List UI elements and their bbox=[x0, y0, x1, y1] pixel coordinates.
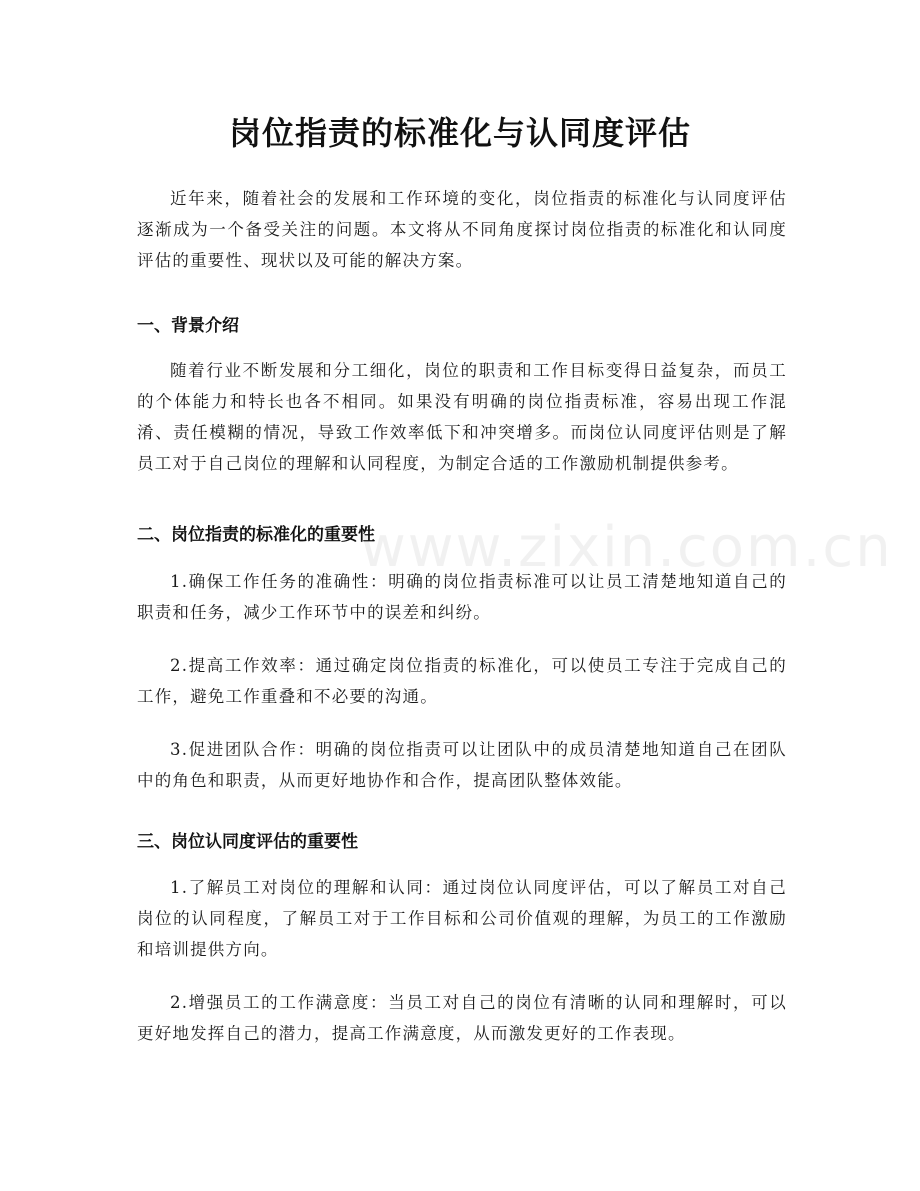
watermark-text: www.zixin.com.cn bbox=[360, 515, 893, 580]
background-paragraph: 随着行业不断发展和分工细化，岗位的职责和工作目标变得日益复杂，而员工的个体能力和特长也各不相同。如果没有明确的岗位指责标准，容易出现工作混淆、责任模糊的情况，导致工作效率低下和冲突增多。而岗位认同度评估则是了解员工对于自己岗位的理解和认同程度，为制定合适的工作激励机制提供参考。 bbox=[137, 361, 787, 473]
standardization-item-2: 2.提高工作效率：通过确定岗位指责的标准化，可以使员工专注于完成自己的工作，避免工作重叠和不必要的沟通。 bbox=[137, 656, 787, 706]
identification-item-1: 1.了解员工对岗位的理解和认同：通过岗位认同度评估，可以了解员工对自己岗位的认同程度，了解员工对于工作目标和公司价值观的理解，为员工的工作激励和培训提供方向。 bbox=[137, 878, 787, 959]
standardization-item-3: 3.促进团队合作：明确的岗位指责可以让团队中的成员清楚地知道自己在团队中的角色和职责，从而更好地协作和合作，提高团队整体效能。 bbox=[137, 740, 787, 790]
identification-item-2: 2.增强员工的工作满意度：当员工对自己的岗位有清晰的认同和理解时，可以更好地发挥自己的潜力，提高工作满意度，从而激发更好的工作表现。 bbox=[137, 993, 787, 1043]
section-heading-background: 一、背景介绍 bbox=[137, 316, 239, 336]
document-title: 岗位指责的标准化与认同度评估 bbox=[228, 114, 691, 152]
intro-paragraph: 近年来，随着社会的发展和工作环境的变化，岗位指责的标准化与认同度评估逐渐成为一个备受关注的问题。本文将从不同角度探讨岗位指责的标准化和认同度评估的重要性、现状以及可能的解决方案。 bbox=[137, 189, 787, 270]
standardization-item-1: 1.确保工作任务的准确性：明确的岗位指责标准可以让员工清楚地知道自己的职责和任务，减少工作环节中的误差和纠纷。 bbox=[137, 572, 787, 622]
section-heading-identification: 三、岗位认同度评估的重要性 bbox=[137, 832, 358, 852]
section-heading-standardization: 二、岗位指责的标准化的重要性 bbox=[137, 525, 375, 545]
